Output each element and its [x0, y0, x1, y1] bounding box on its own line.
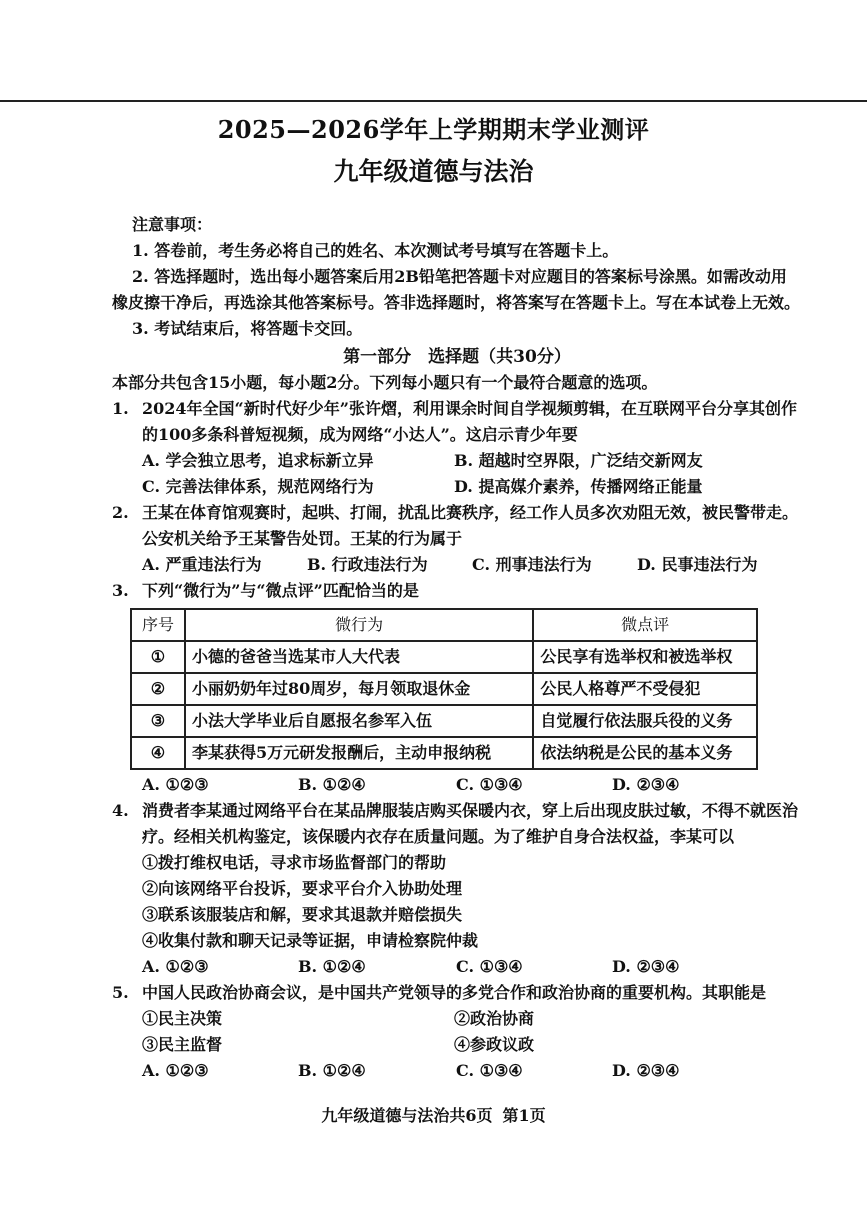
table-header: 微行为	[185, 609, 533, 641]
question-number: 3.	[112, 581, 129, 600]
table-cell: 李某获得5万元研发报酬后，主动申报纳税	[185, 737, 533, 769]
question-number: 1.	[112, 399, 129, 418]
option-b: B. ①②④	[298, 1061, 366, 1080]
statement-item: ①拨打维权电话，寻求市场监督部门的帮助	[142, 853, 447, 872]
question-3-options	[112, 772, 802, 798]
question-1-options	[112, 448, 802, 500]
option-a: A. ①②③	[142, 775, 209, 794]
notice-item-1: 1. 答卷前，考生务必将自己的姓名、本次测试考号填写在答题卡上。	[132, 241, 619, 260]
table-cell: ①	[131, 641, 185, 673]
page-footer	[0, 1103, 867, 1126]
table-row	[131, 737, 757, 769]
table-cell: ②	[131, 673, 185, 705]
table-row	[131, 673, 757, 705]
option-c: C. ①③④	[456, 1061, 523, 1080]
table-cell: 小德的爸爸当选某市人大代表	[185, 641, 533, 673]
table-cell: 公民享有选举权和被选举权	[533, 641, 757, 673]
table-cell: 公民人格尊严不受侵犯	[533, 673, 757, 705]
table-cell: ④	[131, 737, 185, 769]
table-header: 微点评	[533, 609, 757, 641]
option-d: D. 民事违法行为	[637, 555, 758, 574]
statement-item: ④收集付款和聊天记录等证据，申请检察院仲裁	[142, 931, 479, 950]
option-a: A. 严重违法行为	[142, 555, 262, 574]
top-rule	[0, 100, 867, 102]
notice-item-3: 3. 考试结束后，将答题卡交回。	[132, 319, 363, 338]
table-header-row	[131, 609, 757, 641]
question-5-options	[112, 1058, 802, 1084]
question-stem: 2024年全国“新时代好少年”张许熠，利用课余时间自学视频剪辑，在互联网平台分享其创作的100多条科普短视频，成为网络“小达人”。这启示青少年要	[142, 399, 797, 444]
table-header: 序号	[131, 609, 185, 641]
question-5	[112, 980, 802, 1006]
question-4-statements	[112, 850, 802, 954]
question-stem: 下列“微行为”与“微点评”匹配恰当的是	[142, 581, 419, 600]
table-row	[131, 641, 757, 673]
option-c: C. ①③④	[456, 775, 523, 794]
option-d: D. ②③④	[612, 1061, 680, 1080]
statement-item: ③民主监督	[142, 1035, 223, 1054]
exam-title: 2025—2026学年上学期期末学业测评	[217, 115, 650, 144]
statement-item: ④参政议政	[454, 1035, 535, 1054]
option-c: C. 刑事违法行为	[472, 555, 592, 574]
section-instruction: 本部分共包含15小题，每小题2分。下列每小题只有一个最符合题意的选项。	[112, 373, 658, 392]
exam-subject: 九年级道德与法治	[333, 157, 534, 186]
question-number: 4.	[112, 801, 129, 820]
behavior-table	[130, 608, 758, 770]
exam-content	[112, 212, 802, 1084]
table-cell: 依法纳税是公民的基本义务	[533, 737, 757, 769]
question-5-statements	[112, 1006, 802, 1058]
footer-course: 九年级道德与法治共6页	[321, 1106, 493, 1125]
question-stem: 王某在体育馆观赛时，起哄、打闹，扰乱比赛秩序，经工作人员多次劝阻无效，被民警带走。公安机关给予王某警告处罚。王某的行为属于	[142, 503, 799, 548]
question-stem: 中国人民政治协商会议，是中国共产党领导的多党合作和政治协商的重要机构。其职能是	[142, 983, 767, 1002]
question-2-options	[112, 552, 802, 578]
option-d: D. ②③④	[612, 775, 680, 794]
table-cell: 小丽奶奶年过80周岁，每月领取退休金	[185, 673, 533, 705]
option-c: C. ①③④	[456, 957, 523, 976]
table-cell: 小法大学毕业后自愿报名参军入伍	[185, 705, 533, 737]
statement-item: ③联系该服装店和解，要求其退款并赔偿损失	[142, 905, 463, 924]
question-number: 5.	[112, 983, 129, 1002]
option-a: A. ①②③	[142, 957, 209, 976]
option-a: A. 学会独立思考，追求标新立异	[142, 451, 374, 470]
section-title: 第一部分 选择题（共30分）	[343, 347, 571, 367]
question-number: 2.	[112, 503, 129, 522]
statement-item: ①民主决策	[142, 1009, 223, 1028]
footer-page-number: 第1页	[502, 1106, 546, 1125]
question-2	[112, 500, 802, 552]
option-c: C. 完善法律体系，规范网络行为	[142, 477, 374, 496]
question-1	[112, 396, 802, 448]
question-stem: 消费者李某通过网络平台在某品牌服装店购买保暖内衣，穿上后出现皮肤过敏，不得不就医治疗。经相关机构鉴定，该保暖内衣存在质量问题。为了维护自身合法权益，李某可以	[142, 801, 799, 846]
option-d: D. 提高媒介素养，传播网络正能量	[454, 477, 703, 496]
notice-item-2: 2. 答选择题时，选出每小题答案后用2B铅笔把答题卡对应题目的答案标号涂黑。如需改动用橡皮擦干净后，再选涂其他答案标号。答非选择题时，将答案写在答题卡上。写在本试卷上无效。	[112, 267, 801, 312]
statement-item: ②政治协商	[454, 1009, 535, 1028]
statement-item: ②向该网络平台投诉，要求平台介入协助处理	[142, 879, 463, 898]
table-cell: 自觉履行依法服兵役的义务	[533, 705, 757, 737]
notice-heading: 注意事项：	[132, 215, 213, 234]
question-4-options	[112, 954, 802, 980]
option-b: B. ①②④	[298, 957, 366, 976]
option-b: B. 行政违法行为	[307, 555, 428, 574]
table-cell: ③	[131, 705, 185, 737]
table-row	[131, 705, 757, 737]
option-d: D. ②③④	[612, 957, 680, 976]
question-3	[112, 578, 802, 604]
option-a: A. ①②③	[142, 1061, 209, 1080]
option-b: B. 超越时空界限，广泛结交新网友	[454, 451, 703, 470]
question-4	[112, 798, 802, 850]
option-b: B. ①②④	[298, 775, 366, 794]
